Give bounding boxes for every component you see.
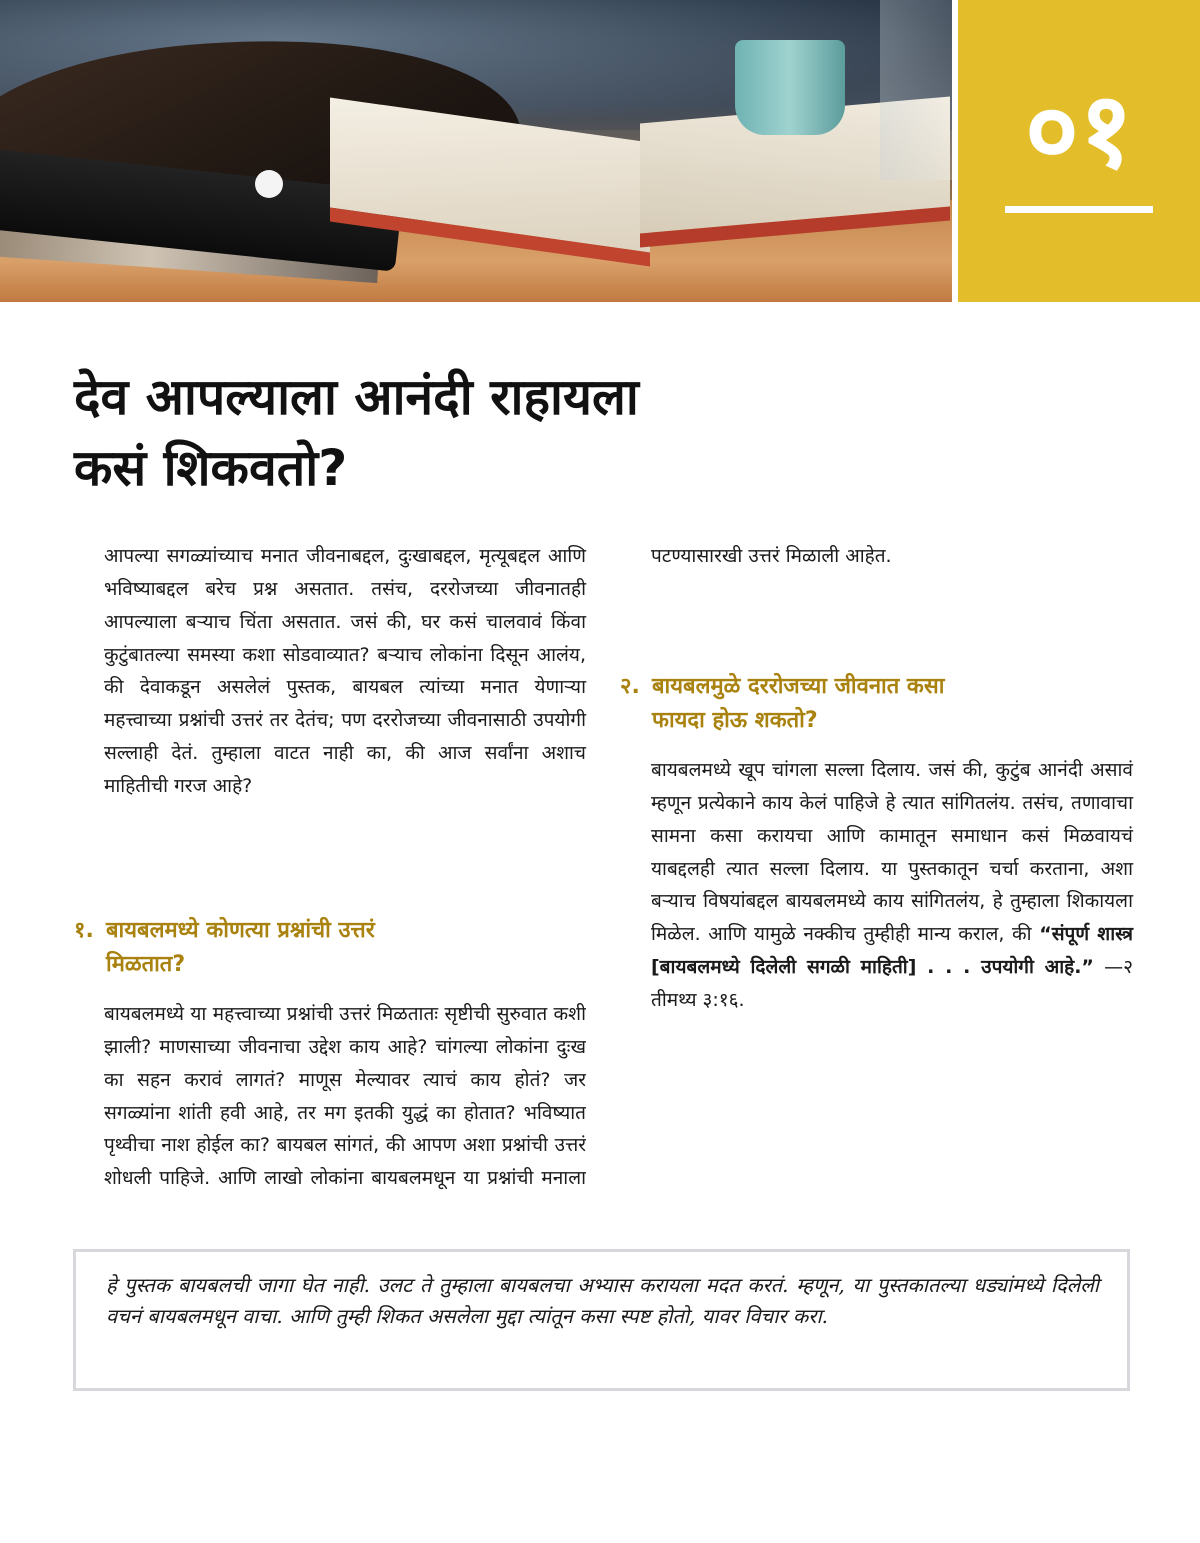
- section-2-body: [651, 754, 1133, 1017]
- section-2-body-wrap: [651, 754, 1133, 1017]
- lesson-number-underline: [1005, 206, 1153, 213]
- section-2-heading-line-2: फायदा होऊ शकतो?: [652, 708, 818, 734]
- section-1-heading-line-1: बायबलमध्ये कोणत्या प्रश्नांची उत्तरं: [106, 918, 375, 943]
- section-1-body-continued: पटण्यासारखी उत्तरं मिळाली आहेत.: [651, 545, 892, 567]
- section-1-body: बायबलमध्ये या महत्त्वाच्या प्रश्नांची उत्तरं मिळतातः सृष्टीची सुरुवात कशी झाली? माणसाच्या जीवनाचा उद्देश काय आहे? चांगल्या लोकांना दुःख का सहन करावं लागतं? माणूस मेल्यावर त्याचं काय होतं? जर सगळ्यांना शांती हवी आहे, तर मग इतकी युद्धं का होतात? भविष्यात पृथ्वीचा नाश होईल का? बायबल सांगतं, की आपण अशा प्रश्नांची उत्तरं शोधली पाहिजे. आणि लाखो लोकांना बायबलमधून या प्रश्नांची मनाला: [104, 1003, 586, 1190]
- section-2-heading-line-1: बायबलमुळे दररोजच्या जीवनात कसा: [652, 674, 945, 699]
- section-1-body-continued-wrap: [651, 540, 1133, 645]
- section-1-heading-line-2: मिळतात?: [106, 952, 186, 978]
- section-1-body-wrap: [104, 998, 586, 1206]
- title-line-2: कसं शिकवतो?: [74, 439, 348, 497]
- lesson-number-box: [958, 0, 1200, 302]
- lesson-number: ०१: [1024, 69, 1134, 191]
- page-title: [74, 362, 874, 504]
- section-2-heading: [620, 670, 1140, 738]
- title-line-1: देव आपल्याला आनंदी राहायला: [74, 368, 639, 426]
- note-text: हे पुस्तक बायबलची जागा घेत नाही. उलट ते तुम्हाला बायबलचा अभ्यास करायला मदत करतं. म्हणून, या पुस्तकातल्या धड्यांमध्ये दिलेली वचनं बायबलमधून वाचा. आणि तुम्ही शिकत असलेला मुद्दा त्यांतून कसा स्पष्ट होतो, यावर विचार करा.: [106, 1273, 1099, 1329]
- note-box: [73, 1249, 1130, 1391]
- hero-photo: [0, 0, 952, 302]
- section-2-text: बायबलमध्ये खूप चांगला सल्ला दिलाय. जसं की, कुटुंब आनंदी असावं म्हणून प्रत्येकाने काय केलं पाहिजे हे त्यात सांगितलंय. तसंच, तणावाचा सामना कसा करायचा आणि कामातून समाधान कसं मिळवायचं याबद्दलही त्यात सल्ला दिलाय. या पुस्तकातून चर्चा करताना, अशा बऱ्याच विषयांबद्दल बायबलमध्ये काय सांगितलंय, हे तुम्हाला शिकायला मिळेल. आणि यामुळे नक्कीच तुम्हीही मान्य कराल, की: [651, 759, 1133, 946]
- intro-paragraph-wrap: [104, 540, 586, 803]
- section-2-reference: —२ तीमथ्य ३:१६.: [651, 956, 1134, 1012]
- intro-paragraph: आपल्या सगळ्यांच्याच मनात जीवनाबद्दल, दुःखाबद्दल, मृत्यूबद्दल आणि भविष्याबद्दल बरेच प्रश्न असतात. तसंच, दररोजच्या जीवनातही आपल्याला बऱ्याच चिंता असतात. जसं की, घर कसं चालवावं किंवा कुटुंबातल्या समस्या कशा सोडवाव्यात? बऱ्याच लोकांना दिसून आलंय, की देवाकडून असलेलं पुस्तक, बायबल त्यांच्या मनात येणाऱ्या महत्त्वाच्या प्रश्नांची उत्तरं तर देतंच; पण दररोजच्या जीवनासाठी उपयोगी सल्लाही देतं. तुम्हाला वाटत नाही का, की आज सर्वांना अशाच माहितीची गरज आहे?: [104, 545, 586, 798]
- section-1-number: १.: [74, 918, 94, 943]
- section-1-heading: [74, 914, 594, 982]
- section-2-number: २.: [620, 674, 640, 699]
- section-2-quote: “संपूर्ण शास्त्र [बायबलमध्ये दिलेली सगळी माहिती] . . . उपयोगी आहे.”: [651, 923, 1133, 979]
